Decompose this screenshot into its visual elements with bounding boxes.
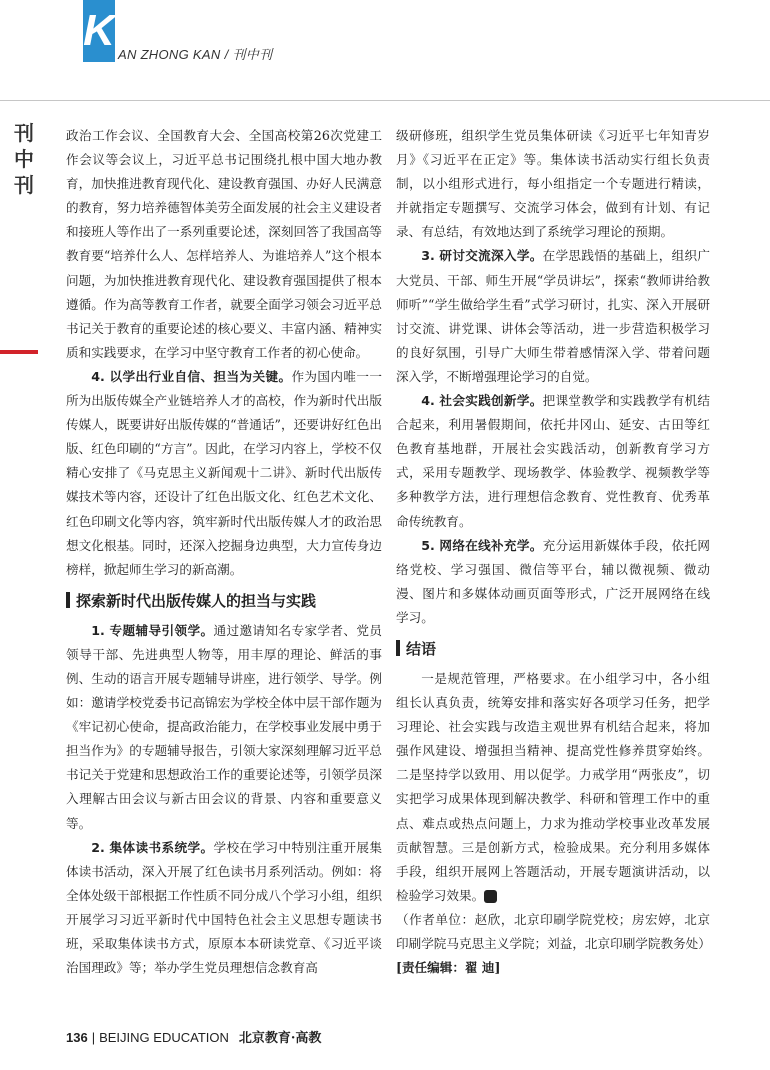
paragraph-body: 学校在学习中特别注重开展集体读书活动，深入开展了红色读书月系列活动。例如：将全体处级干部根据工作性质不同分成八个学习小组，组织开展学习习近平新时代中国特色社会主义思想专题读书班，采取集体读书方式，原原本本研读党章、《习近平谈治国理政》等；举办学生党员理想信念教育高 [66,839,383,976]
heading-bar [396,640,400,656]
left-column [66,124,382,980]
title-separator: / [224,47,229,62]
paragraph-lead: 3. 研讨交流深入学。 [421,248,543,264]
paragraph-body: 在学思践悟的基础上，组织广大党员、干部、师生开展“学员讲坛”，探索“教师讲给教师听”“学生做给学生看”式学习研讨，扎实、深入开展研讨交流、讲党课、讲体会等活动，进一步营造积极学习的良好氛围，引导广大师生带着感情深入学、带着问题深入学，不断增强理论学习的自觉。 [396,248,711,384]
page-number: 136 [66,1030,88,1045]
footer-separator: | [91,1030,96,1045]
conclusion-heading [396,638,710,659]
left-paragraph-4 [66,836,382,981]
author-affiliation: （作者单位：赵欣，北京印刷学院党校；房宏婷，北京印刷学院马克思主义学院；刘益，北京印刷学院教务处） [396,911,711,951]
paragraph-lead: 5. 网络在线补充学。 [421,537,543,553]
header-divider [0,100,770,101]
column-title-cn: 刊中刊 [232,47,273,62]
heading-bar [66,592,70,608]
paragraph-body: 作为国内唯一一所为出版传媒全产业链培养人才的高校，作为新时代出版传媒人，既要讲好出版传媒的“普通话”，还要讲好红色出版、红色印刷的“方言”。因此，在学习内容上，学校不仅精心安排了《马克思主义新闻观十二讲》、新时代出版传媒技术等内容，还设计了红色出版文化、红色艺术文化、红色印刷文化等内容，筑牢新时代出版传媒人才的政治思想文化根基。同时，还深入挖掘身边典型，大力宣传身边榜样，掀起师生学习的新高潮。 [66,368,382,577]
page-header [0,0,770,80]
page-footer [66,1027,321,1046]
right-paragraph-1: 级研修班，组织学生党员集体研读《习近平七年知青岁月》《习近平在正定》等。集体读书活动实行组长负责制，以小组形式进行，每小组指定一个专题进行精读，并就指定专题撰写、交流学习体会，做到有计划、有记录、有总结，有效地达到了系统学习理论的预期。 [396,128,710,240]
paragraph-body: 一是规范管理，严格要求。在小组学习中，各小组组长认真负责，统筹安排和落实好各项学习任务，把学习理论、社会实践与改造主观世界有机结合起来，将加强作风建设、增强担当精神、提高党性修养贯穿始终。二是坚持学以致用、用以促学。力戒学用“两张皮”，切实把学习成果体现到解决教学、科研和管理工作中的重点、难点或热点问题上，力求为推动学校事业改革发展贡献智慧。三是创新方式，检验成果。充分利用多媒体手段，组织开展网上答题活动，开展专题演讲活动，以检验学习效果。 [396,670,710,903]
left-paragraph-3 [66,619,382,836]
conclusion-heading-text: 结语 [406,639,437,658]
paragraph-lead: 2. 集体读书系统学。 [91,839,214,855]
column-title-en: AN ZHONG KAN [118,47,221,62]
side-section-label: 刊中刊 [14,121,34,197]
magazine-name-cn: 北京教育·高教 [238,1031,322,1046]
left-paragraph-1: 政治工作会议、全国教育大会、全国高校第26次党建工作会议等会议上，习近平总书记围绕扎根中国大地办教育，加快推进教育现代化、建设教育强国、办好人民满意的教育，努力培养德智体美劳全面发展的社会主义建设者和接班人等作出了一系列重要论述，深刻回答了我国高等教育要“培养什么人、怎样培养人、为谁培养人”这个根本问题，为加快推进教育现代化、建设教育强国提供了根本遵循。作为高等教育工作者，就要全面学习领会习近平总书记关于教育的重要论述的核心要义、丰富内涵、精神实质和实践要求，在学习中坚守教育工作者的初心使命。 [66,128,382,360]
responsible-editor: [责任编辑：翟 迪] [396,960,501,976]
section-heading-text: 探索新时代出版传媒人的担当与实践 [76,591,317,610]
section-heading [66,590,382,611]
right-paragraph-2 [396,244,710,389]
paragraph-body: 充分运用新媒体手段，依托网络党校、学习强国、微信等平台，辅以微视频、微动漫、图片和多媒体动画页面等形式，广泛开展网络在线学习。 [396,537,711,625]
column-logo: K [83,0,115,62]
paragraph-body: 通过邀请知名专家学者、党员领导干部、先进典型人物等，用丰厚的理论、鲜活的事例、生动的语言开展专题辅导讲座，进行领学、导学。例如：邀请学校党委书记高锦宏为学校全体中层干部作题为《牢记初心使命，提高政治能力，在学校事业发展中勇于担当作为》的专题辅导报告，引领大家深刻理解习近平总书记关于党建和思想政治工作的重要论述等，引领学员深入理解古田会议与新古田会议的背景、内容和重要意义等。 [66,622,383,831]
right-paragraph-4 [396,534,710,630]
magazine-name-en: BEIJING EDUCATION [99,1030,229,1045]
end-mark-icon: 图 [484,890,497,903]
paragraph-lead: 4. 以学出行业自信、担当为关键。 [91,368,292,384]
right-paragraph-3 [396,389,710,534]
column-title [118,44,272,63]
conclusion-paragraph [396,667,710,908]
paragraph-body: 把课堂教学和实践教学有机结合起来，利用暑假期间，依托井冈山、延安、古田等红色教育基地群，开展社会实践活动，创新教育学习方式，采用专题教学、现场教学、体验教学、视频教学等多种教学方法，进行理想信念教育、党性教育、优秀革命传统教育。 [396,393,711,529]
paragraph-lead: 1. 专题辅导引领学。 [91,622,214,638]
paragraph-lead: 4. 社会实践创新学。 [421,393,543,409]
left-paragraph-2 [66,365,382,582]
right-column [396,124,710,980]
side-accent-bar [0,350,38,354]
